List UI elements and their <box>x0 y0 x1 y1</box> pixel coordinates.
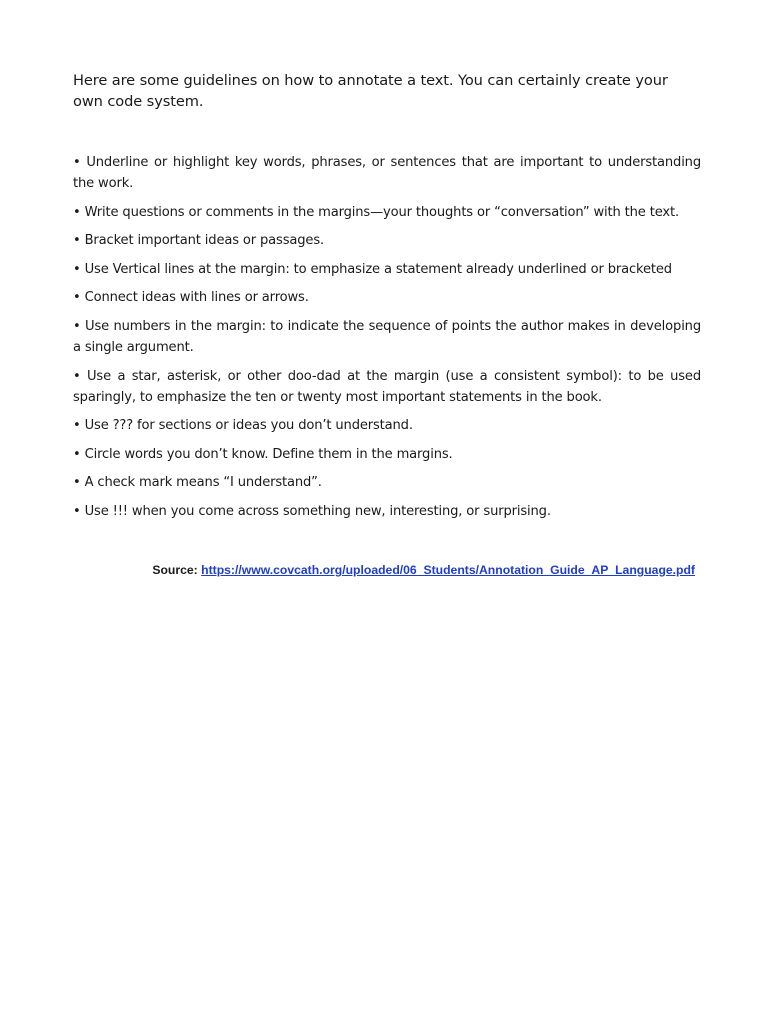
guideline-item: • Circle words you don’t know. Define them in the margins. <box>73 446 453 462</box>
guideline-item: • Use !!! when you come across something new, interesting, or surprising. <box>73 503 551 519</box>
guideline-item: • A check mark means “I understand”. <box>73 475 322 491</box>
guideline-item: • Underline or highlight key words, phrases, or sentences that are important to understanding the work. <box>73 155 701 191</box>
guideline-item: • Write questions or comments in the margins—your thoughts or “conversation” with the text. <box>73 204 679 220</box>
guideline-item: • Bracket important ideas or passages. <box>73 233 325 249</box>
source-label: Source: <box>152 563 198 577</box>
source-citation <box>152 561 695 579</box>
guideline-item: • Connect ideas with lines or arrows. <box>73 290 309 306</box>
guideline-list <box>73 152 701 530</box>
guideline-item: • Use a star, asterisk, or other doo-dad at the margin (use a consistent symbol): to be used sparingly, to emphasize the ten or twenty most important statements in the book. <box>73 368 701 405</box>
guideline-item: • Use numbers in the margin: to indicate the sequence of points the author makes in developing a single argument. <box>73 318 701 355</box>
source-link[interactable]: https://www.covcath.org/uploaded/06_Students/Annotation_Guide_AP_Language.pdf <box>201 563 695 577</box>
guideline-item: • Use Vertical lines at the margin: to emphasize a statement already underlined or bracketed <box>73 261 672 277</box>
guideline-item: • Use ??? for sections or ideas you don’t understand. <box>73 418 413 434</box>
intro-paragraph: Here are some guidelines on how to annotate a text. You can certainly create your own code system. <box>73 72 668 110</box>
